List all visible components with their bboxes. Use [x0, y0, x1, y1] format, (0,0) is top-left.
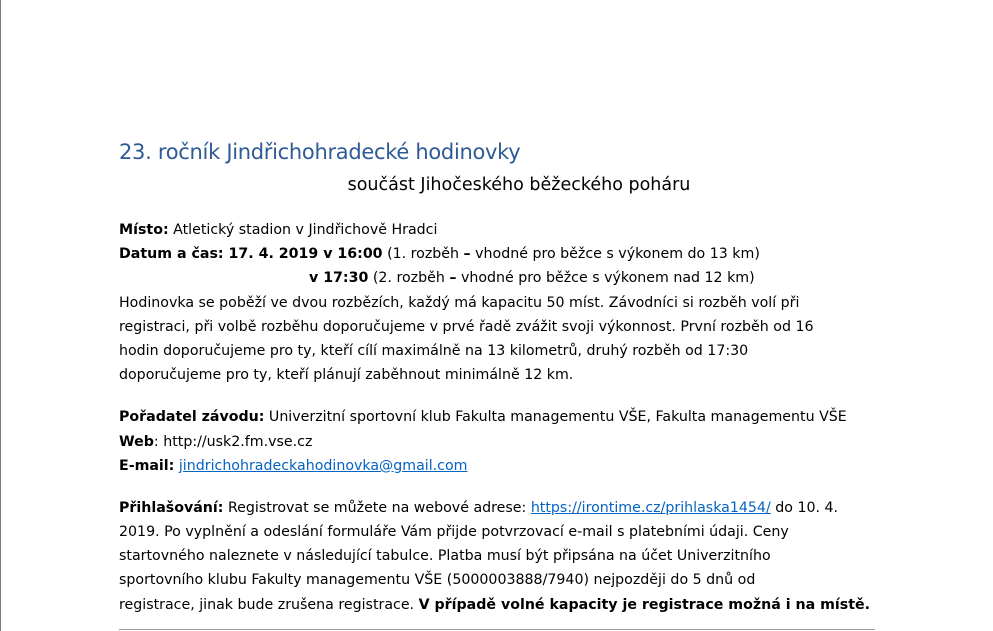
date-line-2 [119, 266, 879, 290]
registration-label: Přihlašování: [119, 499, 224, 516]
date-heat1-dash: – [463, 246, 471, 263]
venue-label: Místo: [119, 222, 169, 238]
paragraph-line: doporučujeme pro ty, kteří plánují zaběhnout minimálně 12 km. [119, 367, 574, 384]
paragraph-line: registraci, při volbě rozběhu doporučujeme v prvé řadě zvážit svoji výkonnost. První rozběh od 16 [119, 318, 814, 335]
page-left-edge [0, 0, 1, 631]
registration-last-line [119, 593, 879, 617]
registration-line: 2019. Po vyplnění a odeslání formuláře Vám přijde potvrzovací e-mail s platebními údaji. Ceny [119, 524, 789, 541]
organizer-line [119, 405, 879, 429]
organizer-value: Univerzitní sportovní klub Fakulta managementu VŠE, Fakulta managementu VŠE [264, 409, 847, 426]
date-heat2-dash: – [449, 270, 457, 287]
date-heat1-pre: (1. rozběh [382, 246, 464, 263]
email-line [119, 454, 879, 478]
registration-onsite-note: V případě volné kapacity je registrace možná i na místě. [418, 596, 871, 613]
organizer-label: Pořadatel závodu: [119, 409, 265, 426]
paragraph-gap [119, 387, 879, 405]
date-heat1-post: vhodné pro běžce s výkonem do 13 km) [470, 246, 760, 263]
paragraph-line: hodin doporučujeme pro ty, kteří cílí maximálně na 13 kilometrů, druhý rozběh od 17:30 [119, 342, 749, 359]
web-line [119, 430, 879, 454]
date-heat2-post: vhodné pro běžce s výkonem nad 12 km) [456, 270, 755, 287]
registration-last-text: registrace, jinak bude zrušena registrace. [119, 596, 419, 613]
registration-line: startovného naleznete v následující tabulce. Platba musí být připsána na účet Univerzitního [119, 548, 771, 565]
registration-link[interactable]: https://irontime.cz/prihlaska1454/ [530, 499, 771, 516]
registration-text: Registrovat se můžete na webové adrese: [223, 499, 531, 516]
web-label: Web [119, 433, 154, 450]
date-heat2-time: v 17:30 [309, 270, 369, 287]
document-subtitle: součást Jihočeského běžeckého poháru [347, 175, 691, 195]
registration-line: sportovního klubu Fakulty managementu VŠE (5000003888/7940) nejpozději do 5 dnů od [119, 572, 756, 589]
document-body [119, 218, 879, 617]
registration-deadline: do 10. 4. [770, 499, 839, 516]
date-label: Datum a čas: 17. 4. 2019 v 16:00 [119, 246, 383, 263]
paragraph-line: Hodinovka se poběží ve dvou rozbězích, každý má kapacitu 50 míst. Závodníci si rozběh volí při [119, 294, 800, 311]
venue-line [119, 218, 879, 242]
email-link[interactable]: jindrichohradeckahodinovka@gmail.com [178, 457, 468, 474]
venue-value: Atletický stadion v Jindřichově Hradci [168, 222, 438, 238]
email-label: E-mail: [119, 457, 175, 474]
registration-line [119, 496, 879, 520]
web-value: : http://usk2.fm.vse.cz [153, 433, 313, 450]
paragraph-gap [119, 478, 879, 496]
date-line-1 [119, 242, 879, 266]
table-top-border [119, 629, 875, 630]
date-heat2-pre: (2. rozběh [368, 270, 450, 287]
document-title: 23. ročník Jindřichohradecké hodinovky [119, 140, 521, 164]
